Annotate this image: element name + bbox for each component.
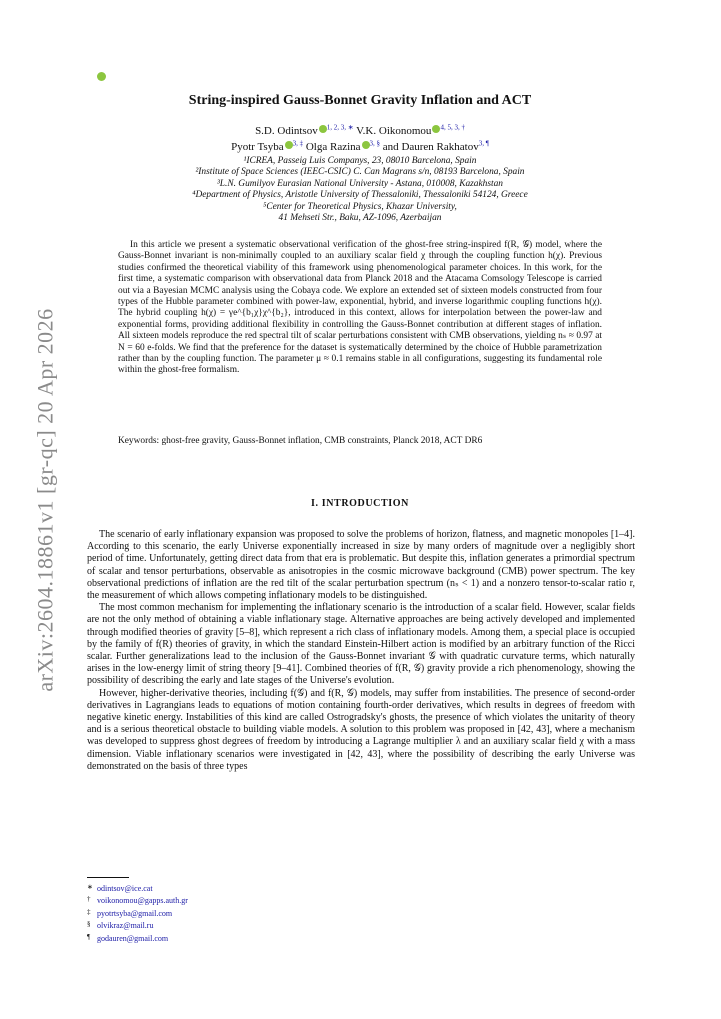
author-marks[interactable]: 3, § <box>369 139 381 148</box>
orcid-icon[interactable] <box>362 141 370 149</box>
affiliation-line: 41 Mehseti Str., Baku, AZ-1096, Azerbaijan <box>278 213 442 224</box>
affiliation-line: ²Institute of Space Sciences (IEEC-CSIC) C. Can Magrans s/n, 08193 Barcelona, Spain <box>195 167 525 178</box>
author-marks[interactable]: 1, 2, 3, ∗ <box>326 123 354 132</box>
email-link[interactable]: olvikraz@mail.ru <box>97 921 154 931</box>
footnote-mark: † <box>87 895 91 904</box>
author-name: Pyotr Tsyba <box>231 141 284 153</box>
footnotes <box>87 882 387 944</box>
author-conjunction: and <box>382 141 399 153</box>
affiliation-line: ⁵Center for Theoretical Physics, Khazar University, <box>263 201 457 212</box>
affiliation-line: ⁴Department of Physics, Aristotle University of Thessaloniki, Thessaloniki 54124, Greece <box>192 190 528 201</box>
footnote-item <box>87 894 387 906</box>
keywords: Keywords: ghost-free gravity, Gauss-Bonnet inflation, CMB constraints, Planck 2018, ACT DR6 <box>118 436 483 446</box>
footnote-item <box>87 882 387 894</box>
footnote-mark: ∗ <box>87 883 93 891</box>
author-block <box>110 123 610 155</box>
footnote-divider <box>87 877 129 878</box>
author-marks[interactable]: 4, 5, 3, † <box>440 123 465 132</box>
author-marks[interactable]: 3, ¶ <box>478 139 489 148</box>
abstract: In this article we present a systematic observational verification of the ghost-free string-inspired f(R, 𝒢) model, where the Gauss-Bonnet invariant is non-minimally coupled to an auxiliary scalar field χ through the coupling function h(χ). Previous studies confirmed the theoretical viability of this framework using phenomenological parameter choices. In this work, for the first time, a systematic comparison with observational data from Planck 2018 and the Atacama Comsology Telescope is carried out via a Bayesian MCMC analysis using the Cobaya code. We explore an extended set of sixteen models constructed from four types of the Hubble parameter combined with power-law, exponential, hybrid, and inverse logarithmic coupling functions h(χ). The hybrid coupling h(χ) = γe^{b₁χ}χ^{b₂}, introduced in this context, allows for interpolation between the power-law and exponential forms, providing additional flexibility in controlling the Gauss-Bonnet contribution at different stages of inflation. All sixteen models reproduce the red spectral tilt of scalar perturbations consistent with CMB observations, yielding nₛ ≈ 0.97 at N = 60 e-folds. We find that the preference for the dataset is systematically determined by the choice of Hubble parametrization rather than by the coupling function. The parameter μ ≈ 0.1 remains stable in all configurations, suggesting its fundamental role within the ghost-free formalism. <box>118 240 602 376</box>
orcid-icon[interactable] <box>285 141 293 149</box>
orcid-icon[interactable] <box>319 125 327 133</box>
author-line-1 <box>110 123 610 139</box>
paragraph: The scenario of early inflationary expansion was proposed to solve the problems of horizon, flatness, and magnetic monopoles [1–4]. According to this scenario, the early Universe exponentially increased in size by many orders of magnitude over a negligibly short period of time. Unfortunately, getting direct data from that era is problematic. But despite this, inflation generates a primordial spectrum of scalar and tensor perturbations, observable as anisotropies in the cosmic microwave background (CMB) power spectrum. The key observational predictions of inflation are the red tilt of the scalar perturbation spectrum (nₛ < 1) and a nonzero tensor-to-scalar ratio r, the measurement of which allows competing inflationary models to be distinguished. <box>87 529 635 602</box>
affiliations <box>110 156 610 224</box>
author-marks[interactable]: 3, ‡ <box>292 139 304 148</box>
author-name: S.D. Odintsov <box>255 125 318 137</box>
footnote-mark: § <box>87 920 91 929</box>
author-name: Dauren Rakhatov <box>401 141 479 153</box>
paragraph: The most common mechanism for implementing the inflationary scenario is the introduction of a scalar field. However, scalar fields are not the only method of obtaining a viable inflationary stage. Alternative approaches are being actively developed and implemented through modified theories of gravity [5–8], which represent a rich class of inflationary models. Among them, a special place is occupied by the family of f(R) theories of gravity, in which the standard Einstein-Hilbert action is modified by an arbitrary function of the Ricci scalar. Further generalizations lead to the inclusion of the Gauss-Bonnet invariant 𝒢 with quadratic curvature terms, which naturally arises in the low-energy limit of string theory [9–41]. Combined theories of f(R, 𝒢) gravity provide a rich phenomenology, showing the possibility of describing the early and late stages of the Universe's evolution. <box>87 602 635 687</box>
section-heading-introduction: I. INTRODUCTION <box>311 498 409 509</box>
footnote-item <box>87 919 387 931</box>
orcid-dot-icon <box>97 72 106 81</box>
paper-title: String-inspired Gauss-Bonnet Gravity Inflation and ACT <box>188 93 532 108</box>
author-name: V.K. Oikonomou <box>356 125 432 137</box>
email-link[interactable]: godauren@gmail.com <box>97 933 169 943</box>
affiliation-line: ¹ICREA, Passeig Luis Companys, 23, 08010 Barcelona, Spain <box>243 156 477 166</box>
footnote-item <box>87 907 387 919</box>
arxiv-stamp <box>26 300 66 700</box>
introduction-body <box>87 529 635 773</box>
arxiv-stamp-text: arXiv:2604.18861v1 [gr-qc] 20 Apr 2026 <box>33 308 58 692</box>
author-line-2 <box>110 139 610 155</box>
author-name: Olga Razina <box>305 141 361 153</box>
paragraph: However, higher-derivative theories, including f(𝒢) and f(R, 𝒢) models, may suffer from instabilities. The presence of second-order derivatives in Lagrangians leads to equations of motion containing fourth-order derivatives, which results in degrees of freedom with negative kinetic energy. Instabilities of this kind are called Ostrogradsky's ghosts, the presence of which violates the unitarity of theory and is a serious theoretical obstacle to building viable models. A solution to this problem was proposed in [42, 43], where a mechanism was developed to suppress ghost degrees of freedom by introducing a Lagrange multiplier λ and an auxiliary scalar field χ with a mass dimension. Viable inflationary scenarios were investigated in [42, 43], where the possibility of describing the early Universe was demonstrated on the basis of three types <box>87 687 635 772</box>
footnote-mark: ‡ <box>87 907 91 916</box>
email-link[interactable]: voikonomou@gapps.auth.gr <box>97 896 188 906</box>
email-link[interactable]: odintsov@ice.cat <box>97 884 153 893</box>
email-link[interactable]: pyotrtsyba@gmail.com <box>97 908 173 918</box>
footnote-mark: ¶ <box>87 932 91 941</box>
affiliation-line: ³L.N. Gumilyov Eurasian National University - Astana, 010008, Kazakhstan <box>217 178 503 189</box>
footnote-item <box>87 932 387 944</box>
